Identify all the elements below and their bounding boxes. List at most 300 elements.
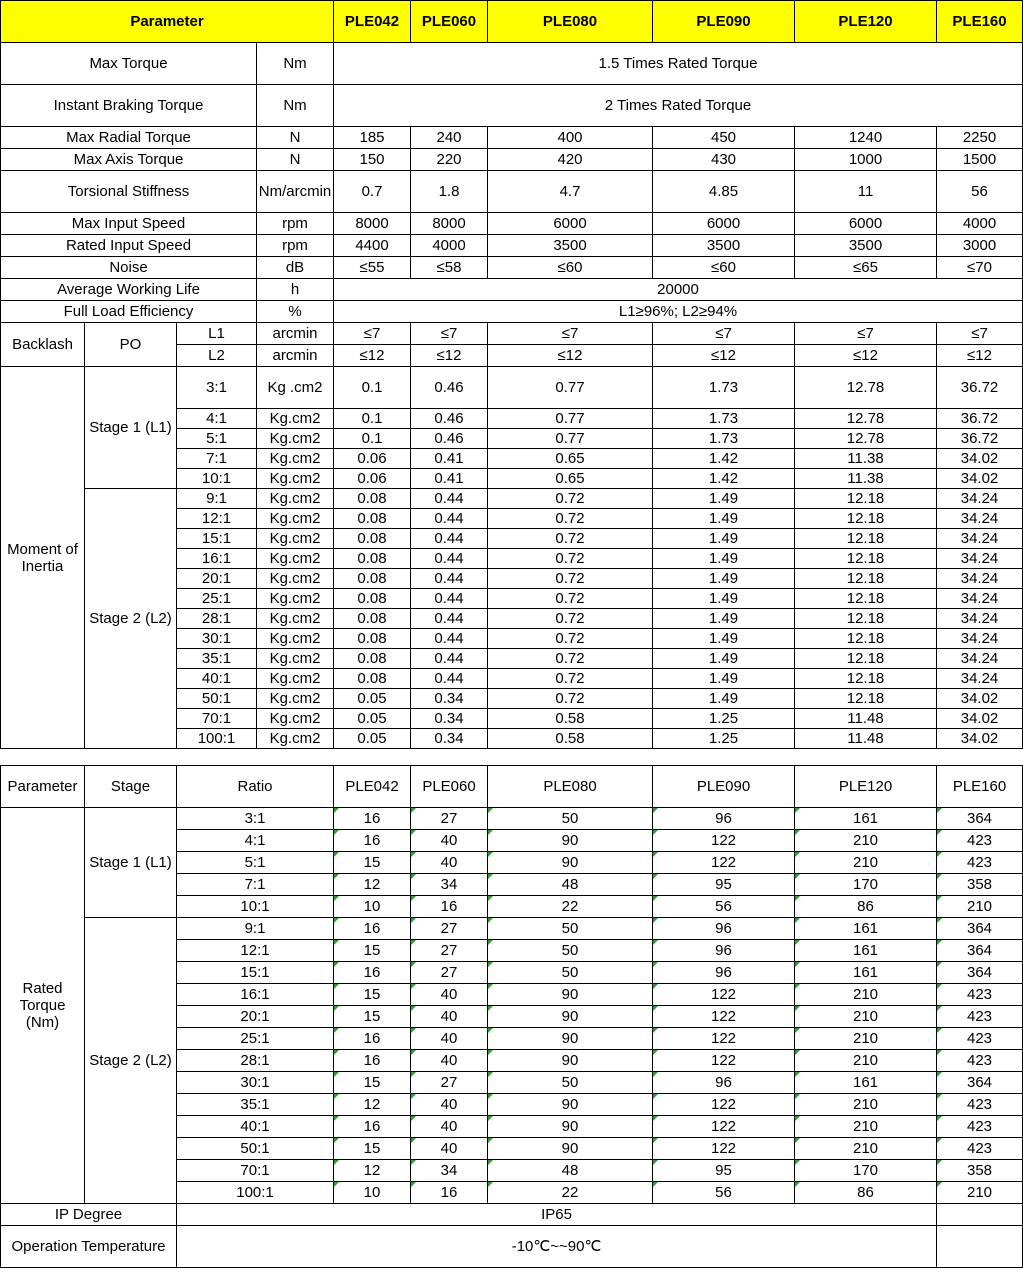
inertia-value: 0.46 [411, 429, 488, 449]
torque-value: 16 [334, 918, 411, 940]
inertia-value: 12.18 [795, 589, 937, 609]
spec-unit: % [257, 301, 334, 323]
torque-value: 40 [411, 830, 488, 852]
inertia-value: 34.02 [937, 709, 1023, 729]
torque-value: 27 [411, 1072, 488, 1094]
inertia-value: 34.24 [937, 509, 1023, 529]
header-model-2: PLE080 [488, 1, 653, 43]
spec-merged-value: 2 Times Rated Torque [334, 85, 1023, 127]
torque-value: 423 [937, 1116, 1023, 1138]
backlash-value: ≤12 [937, 345, 1023, 367]
inertia-value: 34.24 [937, 549, 1023, 569]
inertia-ratio: 16:1 [177, 549, 257, 569]
inertia-value: 0.77 [488, 367, 653, 409]
torque-value: 40 [411, 1094, 488, 1116]
torque-value: 16 [334, 830, 411, 852]
inertia-value: 0.1 [334, 367, 411, 409]
inertia-value: 36.72 [937, 429, 1023, 449]
header-model-0: PLE042 [334, 1, 411, 43]
torque-value: 210 [795, 1094, 937, 1116]
inertia-value: 12.78 [795, 429, 937, 449]
inertia-value: 34.02 [937, 729, 1023, 749]
inertia-unit: Kg.cm2 [257, 729, 334, 749]
backlash-value: ≤12 [653, 345, 795, 367]
torque-value: 16 [334, 962, 411, 984]
inertia-unit: Kg.cm2 [257, 669, 334, 689]
torque-value: 122 [653, 1094, 795, 1116]
torque-row [1, 918, 1023, 940]
torque-ratio: 7:1 [177, 874, 334, 896]
torque-value: 423 [937, 1138, 1023, 1160]
torque-header-parameter: Parameter [1, 766, 85, 808]
torque-value: 50 [488, 940, 653, 962]
spec-value: 6000 [488, 213, 653, 235]
torque-value: 15 [334, 1072, 411, 1094]
torque-value: 161 [795, 940, 937, 962]
backlash-po: PO [85, 323, 177, 367]
torque-value: 210 [795, 984, 937, 1006]
inertia-value: 0.1 [334, 429, 411, 449]
spec-label: Average Working Life [1, 279, 257, 301]
inertia-ratio: 50:1 [177, 689, 257, 709]
spec-label: Max Radial Torque [1, 127, 257, 149]
backlash-row [1, 323, 1023, 345]
torque-value: 40 [411, 1006, 488, 1028]
inertia-value: 12.18 [795, 609, 937, 629]
torque-value: 10 [334, 1182, 411, 1204]
torque-value: 90 [488, 1094, 653, 1116]
spec-value: ≤58 [411, 257, 488, 279]
spec-row [1, 235, 1023, 257]
torque-value: 210 [937, 1182, 1023, 1204]
inertia-ratio: 5:1 [177, 429, 257, 449]
torque-value: 56 [653, 896, 795, 918]
torque-value: 16 [411, 1182, 488, 1204]
inertia-ratio: 25:1 [177, 589, 257, 609]
inertia-value: 0.46 [411, 367, 488, 409]
torque-header-model: PLE042 [334, 766, 411, 808]
temperature-label: Operation Temperature [1, 1226, 177, 1268]
spec-value: 1240 [795, 127, 937, 149]
inertia-value: 0.08 [334, 669, 411, 689]
backlash-value: ≤7 [795, 323, 937, 345]
inertia-value: 0.46 [411, 409, 488, 429]
torque-ratio: 100:1 [177, 1182, 334, 1204]
spec-row [1, 149, 1023, 171]
torque-value: 27 [411, 940, 488, 962]
spec-value: 240 [411, 127, 488, 149]
inertia-value: 12.18 [795, 669, 937, 689]
inertia-ratio: 100:1 [177, 729, 257, 749]
torque-value: 40 [411, 852, 488, 874]
inertia-ratio: 40:1 [177, 669, 257, 689]
inertia-ratio: 10:1 [177, 469, 257, 489]
backlash-unit: arcmin [257, 345, 334, 367]
spec-value: 3500 [488, 235, 653, 257]
inertia-label: Moment of Inertia [1, 367, 85, 749]
spec-label: Max Torque [1, 43, 257, 85]
torque-value: 122 [653, 830, 795, 852]
inertia-value: 0.44 [411, 669, 488, 689]
inertia-value: 0.08 [334, 589, 411, 609]
torque-value: 210 [795, 830, 937, 852]
inertia-value: 1.42 [653, 469, 795, 489]
inertia-value: 11.38 [795, 449, 937, 469]
spec-value: 420 [488, 149, 653, 171]
torque-header-ratio: Ratio [177, 766, 334, 808]
torque-value: 50 [488, 1072, 653, 1094]
inertia-value: 12.78 [795, 409, 937, 429]
inertia-value: 0.72 [488, 529, 653, 549]
backlash-value: ≤12 [795, 345, 937, 367]
torque-value: 423 [937, 1050, 1023, 1072]
torque-value: 210 [795, 1006, 937, 1028]
inertia-value: 1.49 [653, 589, 795, 609]
torque-value: 423 [937, 830, 1023, 852]
torque-value: 423 [937, 1094, 1023, 1116]
spec-label: Torsional Stiffness [1, 171, 257, 213]
inertia-value: 1.49 [653, 649, 795, 669]
torque-row [1, 808, 1023, 830]
inertia-ratio: 28:1 [177, 609, 257, 629]
inertia-value: 0.44 [411, 649, 488, 669]
torque-header-model: PLE060 [411, 766, 488, 808]
inertia-unit: Kg.cm2 [257, 629, 334, 649]
spec-unit: h [257, 279, 334, 301]
torque-value: 16 [334, 1050, 411, 1072]
backlash-value: ≤7 [411, 323, 488, 345]
torque-value: 122 [653, 1006, 795, 1028]
inertia-unit: Kg.cm2 [257, 549, 334, 569]
backlash-stage: L1 [177, 323, 257, 345]
inertia-unit: Kg.cm2 [257, 649, 334, 669]
spec-value: 4000 [937, 213, 1023, 235]
inertia-value: 0.05 [334, 709, 411, 729]
backlash-value: ≤12 [488, 345, 653, 367]
inertia-value: 1.73 [653, 367, 795, 409]
spec-row [1, 257, 1023, 279]
inertia-value: 0.72 [488, 649, 653, 669]
torque-value: 40 [411, 1138, 488, 1160]
torque-stage1-label: Stage 1 (L1) [85, 808, 177, 918]
inertia-value: 0.08 [334, 549, 411, 569]
torque-value: 364 [937, 918, 1023, 940]
torque-value: 12 [334, 874, 411, 896]
torque-value: 50 [488, 808, 653, 830]
torque-ratio: 70:1 [177, 1160, 334, 1182]
inertia-value: 34.02 [937, 689, 1023, 709]
inertia-value: 12.18 [795, 569, 937, 589]
torque-value: 423 [937, 1028, 1023, 1050]
inertia-value: 0.65 [488, 449, 653, 469]
inertia-value: 1.49 [653, 549, 795, 569]
torque-value: 95 [653, 874, 795, 896]
inertia-unit: Kg.cm2 [257, 489, 334, 509]
spec-value: 8000 [411, 213, 488, 235]
inertia-ratio: 70:1 [177, 709, 257, 729]
inertia-value: 0.77 [488, 429, 653, 449]
inertia-value: 1.49 [653, 509, 795, 529]
torque-value: 27 [411, 962, 488, 984]
spec-unit: Nm [257, 85, 334, 127]
torque-value: 90 [488, 1006, 653, 1028]
spec-unit: Nm/arcmin [257, 171, 334, 213]
inertia-value: 0.1 [334, 409, 411, 429]
spec-value: 3500 [653, 235, 795, 257]
inertia-value: 1.49 [653, 629, 795, 649]
spec-row [1, 127, 1023, 149]
torque-value: 210 [795, 1050, 937, 1072]
inertia-value: 0.44 [411, 629, 488, 649]
torque-value: 210 [937, 896, 1023, 918]
torque-value: 161 [795, 808, 937, 830]
torque-ratio: 5:1 [177, 852, 334, 874]
inertia-value: 0.44 [411, 589, 488, 609]
spec-unit: dB [257, 257, 334, 279]
backlash-value: ≤7 [653, 323, 795, 345]
inertia-value: 0.34 [411, 709, 488, 729]
inertia-value: 0.72 [488, 629, 653, 649]
inertia-value: 34.24 [937, 589, 1023, 609]
inertia-value: 34.24 [937, 629, 1023, 649]
torque-value: 96 [653, 962, 795, 984]
inertia-ratio: 15:1 [177, 529, 257, 549]
torque-ratio: 15:1 [177, 962, 334, 984]
torque-value: 86 [795, 1182, 937, 1204]
ip-empty [937, 1204, 1023, 1226]
torque-value: 364 [937, 808, 1023, 830]
inertia-unit: Kg.cm2 [257, 609, 334, 629]
spec-value: 1000 [795, 149, 937, 171]
inertia-unit: Kg .cm2 [257, 367, 334, 409]
torque-value: 170 [795, 1160, 937, 1182]
torque-value: 122 [653, 1116, 795, 1138]
inertia-value: 12.18 [795, 689, 937, 709]
inertia-value: 0.72 [488, 589, 653, 609]
inertia-value: 0.08 [334, 569, 411, 589]
spec-row [1, 301, 1023, 323]
torque-value: 161 [795, 962, 937, 984]
torque-value: 48 [488, 1160, 653, 1182]
torque-value: 86 [795, 896, 937, 918]
inertia-value: 1.73 [653, 429, 795, 449]
torque-value: 16 [334, 1028, 411, 1050]
spec-value: 56 [937, 171, 1023, 213]
inertia-value: 0.05 [334, 689, 411, 709]
inertia-value: 0.08 [334, 529, 411, 549]
spec-label: Max Input Speed [1, 213, 257, 235]
inertia-value: 34.24 [937, 529, 1023, 549]
inertia-value: 12.18 [795, 489, 937, 509]
inertia-ratio: 12:1 [177, 509, 257, 529]
inertia-value: 36.72 [937, 367, 1023, 409]
torque-value: 90 [488, 830, 653, 852]
spec-value: 8000 [334, 213, 411, 235]
spec-unit: N [257, 149, 334, 171]
backlash-label: Backlash [1, 323, 85, 367]
inertia-value: 1.49 [653, 569, 795, 589]
spec-value: 4.85 [653, 171, 795, 213]
inertia-value: 0.58 [488, 709, 653, 729]
inertia-ratio: 4:1 [177, 409, 257, 429]
spec-table-body [1, 1, 1023, 1268]
inertia-value: 12.18 [795, 529, 937, 549]
torque-value: 122 [653, 1138, 795, 1160]
inertia-value: 0.72 [488, 689, 653, 709]
torque-ratio: 9:1 [177, 918, 334, 940]
backlash-stage: L2 [177, 345, 257, 367]
inertia-value: 34.02 [937, 449, 1023, 469]
spec-value: 1500 [937, 149, 1023, 171]
header-model-5: PLE160 [937, 1, 1023, 43]
torque-value: 40 [411, 1050, 488, 1072]
spec-value: 400 [488, 127, 653, 149]
torque-value: 15 [334, 1006, 411, 1028]
spec-value: 4000 [411, 235, 488, 257]
torque-value: 358 [937, 1160, 1023, 1182]
inertia-value: 1.49 [653, 669, 795, 689]
inertia-ratio: 35:1 [177, 649, 257, 669]
torque-value: 15 [334, 984, 411, 1006]
inertia-unit: Kg.cm2 [257, 709, 334, 729]
inertia-value: 12.18 [795, 649, 937, 669]
inertia-value: 0.65 [488, 469, 653, 489]
inertia-value: 0.34 [411, 729, 488, 749]
inertia-value: 1.49 [653, 489, 795, 509]
inertia-value: 0.08 [334, 489, 411, 509]
torque-value: 90 [488, 852, 653, 874]
ip-row [1, 1204, 1023, 1226]
torque-ratio: 16:1 [177, 984, 334, 1006]
inertia-value: 34.24 [937, 609, 1023, 629]
torque-value: 15 [334, 1138, 411, 1160]
torque-value: 90 [488, 984, 653, 1006]
spec-value: 3000 [937, 235, 1023, 257]
torque-value: 423 [937, 852, 1023, 874]
gap-cell [1, 749, 1023, 766]
inertia-value: 0.72 [488, 669, 653, 689]
torque-ratio: 20:1 [177, 1006, 334, 1028]
spec-row [1, 43, 1023, 85]
inertia-unit: Kg.cm2 [257, 569, 334, 589]
inertia-value: 12.18 [795, 549, 937, 569]
backlash-value: ≤12 [411, 345, 488, 367]
inertia-value: 0.41 [411, 469, 488, 489]
torque-value: 210 [795, 1028, 937, 1050]
torque-value: 34 [411, 1160, 488, 1182]
inertia-value: 0.44 [411, 569, 488, 589]
inertia-value: 0.44 [411, 509, 488, 529]
inertia-unit: Kg.cm2 [257, 529, 334, 549]
inertia-value: 1.25 [653, 729, 795, 749]
inertia-stage2-label: Stage 2 (L2) [85, 489, 177, 749]
torque-value: 16 [334, 1116, 411, 1138]
spec-value: ≤60 [488, 257, 653, 279]
spec-label: Full Load Efficiency [1, 301, 257, 323]
inertia-value: 1.49 [653, 689, 795, 709]
inertia-ratio: 7:1 [177, 449, 257, 469]
torque-ratio: 40:1 [177, 1116, 334, 1138]
ip-value: IP65 [177, 1204, 937, 1226]
spec-value: 220 [411, 149, 488, 171]
spec-value: ≤55 [334, 257, 411, 279]
torque-ratio: 50:1 [177, 1138, 334, 1160]
inertia-value: 0.34 [411, 689, 488, 709]
torque-ratio: 4:1 [177, 830, 334, 852]
torque-ratio: 35:1 [177, 1094, 334, 1116]
inertia-unit: Kg.cm2 [257, 589, 334, 609]
torque-ratio: 12:1 [177, 940, 334, 962]
torque-value: 56 [653, 1182, 795, 1204]
inertia-value: 0.58 [488, 729, 653, 749]
torque-value: 16 [411, 896, 488, 918]
inertia-value: 0.44 [411, 549, 488, 569]
spec-row [1, 171, 1023, 213]
torque-ratio: 25:1 [177, 1028, 334, 1050]
torque-value: 12 [334, 1094, 411, 1116]
spec-value: 2250 [937, 127, 1023, 149]
torque-value: 210 [795, 1138, 937, 1160]
torque-value: 50 [488, 918, 653, 940]
inertia-value: 0.05 [334, 729, 411, 749]
temperature-empty [937, 1226, 1023, 1268]
inertia-value: 12.78 [795, 367, 937, 409]
torque-value: 96 [653, 940, 795, 962]
inertia-value: 34.24 [937, 489, 1023, 509]
torque-value: 210 [795, 1116, 937, 1138]
torque-value: 16 [334, 808, 411, 830]
section-gap [1, 749, 1023, 766]
backlash-value: ≤7 [488, 323, 653, 345]
inertia-unit: Kg.cm2 [257, 509, 334, 529]
spec-row [1, 213, 1023, 235]
inertia-ratio: 30:1 [177, 629, 257, 649]
backlash-value: ≤12 [334, 345, 411, 367]
torque-value: 423 [937, 1006, 1023, 1028]
torque-value: 27 [411, 918, 488, 940]
inertia-value: 1.25 [653, 709, 795, 729]
torque-value: 364 [937, 940, 1023, 962]
inertia-unit: Kg.cm2 [257, 449, 334, 469]
torque-header-model: PLE080 [488, 766, 653, 808]
inertia-value: 0.44 [411, 609, 488, 629]
inertia-value: 12.18 [795, 629, 937, 649]
spec-label: Max Axis Torque [1, 149, 257, 171]
inertia-value: 0.08 [334, 509, 411, 529]
torque-value: 210 [795, 852, 937, 874]
torque-value: 122 [653, 1050, 795, 1072]
torque-value: 15 [334, 852, 411, 874]
spec-value: 4400 [334, 235, 411, 257]
spec-unit: N [257, 127, 334, 149]
inertia-ratio: 9:1 [177, 489, 257, 509]
backlash-value: ≤7 [334, 323, 411, 345]
inertia-value: 34.24 [937, 649, 1023, 669]
torque-stage2-label: Stage 2 (L2) [85, 918, 177, 1204]
inertia-unit: Kg.cm2 [257, 429, 334, 449]
header-parameter: Parameter [1, 1, 334, 43]
torque-header-model: PLE160 [937, 766, 1023, 808]
torque-value: 423 [937, 984, 1023, 1006]
spec-value: 6000 [653, 213, 795, 235]
inertia-value: 0.72 [488, 549, 653, 569]
inertia-value: 0.08 [334, 649, 411, 669]
spec-value: ≤70 [937, 257, 1023, 279]
torque-value: 122 [653, 852, 795, 874]
spec-value: 4.7 [488, 171, 653, 213]
torque-value: 364 [937, 1072, 1023, 1094]
torque-value: 40 [411, 984, 488, 1006]
